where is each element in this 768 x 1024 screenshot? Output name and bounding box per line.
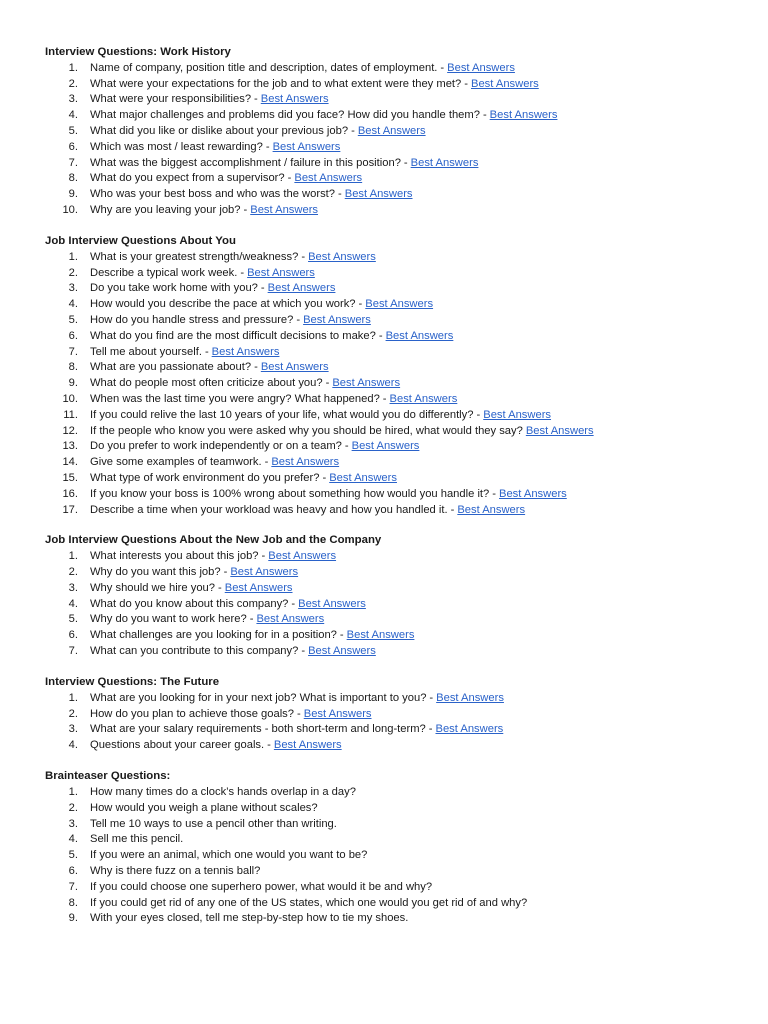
question-item xyxy=(45,817,735,833)
question-text: What do people most often criticize about you? xyxy=(90,377,323,390)
question-line xyxy=(90,628,414,644)
question-item xyxy=(45,707,735,723)
question-section xyxy=(45,769,735,927)
question-item xyxy=(45,266,735,282)
separator-dash: - xyxy=(240,266,245,279)
best-answers-link[interactable]: Best Answers xyxy=(272,140,341,153)
question-text: If the people who know you were asked why you should be hired, what would they say? xyxy=(90,424,523,437)
separator-dash: - xyxy=(223,566,228,579)
best-answers-link[interactable]: Best Answers xyxy=(303,707,372,720)
question-item xyxy=(45,408,735,424)
separator-dash: - xyxy=(264,456,269,469)
question-text: What are you passionate about? xyxy=(90,361,252,374)
question-section xyxy=(45,533,735,659)
question-text: Name of company, position title and description, dates of employment. xyxy=(90,61,438,74)
question-text: If you could choose one superhero power, what would it be and why? xyxy=(90,880,433,893)
item-number: 2. xyxy=(68,266,78,279)
best-answers-link[interactable]: Best Answers xyxy=(525,424,594,437)
question-text: What do you expect from a supervisor? xyxy=(90,172,285,185)
question-line xyxy=(90,455,339,471)
item-number: 12. xyxy=(62,424,78,437)
question-text: Why should we hire you? xyxy=(90,581,215,594)
question-text: Do you take work home with you? xyxy=(90,282,258,295)
question-line xyxy=(90,281,335,297)
item-number: 5. xyxy=(68,849,78,862)
question-text: How would you weigh a plane without scales? xyxy=(90,801,318,814)
best-answers-link[interactable]: Best Answers xyxy=(308,250,376,263)
question-item xyxy=(45,597,735,613)
question-text: If you know your boss is 100% wrong about something how would you handle it? xyxy=(90,487,490,500)
question-item xyxy=(45,250,735,266)
question-line xyxy=(90,376,400,392)
question-line xyxy=(90,801,318,817)
item-number: 5. xyxy=(68,613,78,626)
document-page xyxy=(45,45,735,942)
separator-dash: - xyxy=(291,597,296,610)
question-item xyxy=(45,801,735,817)
item-number: 15. xyxy=(62,471,78,484)
separator-dash: - xyxy=(218,581,222,594)
question-item xyxy=(45,455,735,471)
question-text: Give some examples of teamwork. xyxy=(90,456,262,469)
separator-dash: - xyxy=(351,124,355,137)
item-number: 8. xyxy=(68,172,78,185)
best-answers-link[interactable]: Best Answers xyxy=(389,392,458,405)
question-list xyxy=(45,250,735,519)
best-answers-link[interactable]: Best Answers xyxy=(224,581,293,594)
best-answers-link[interactable]: Best Answers xyxy=(247,266,315,279)
question-line xyxy=(90,503,525,519)
question-text: If you were an animal, which one would you want to be? xyxy=(90,849,368,862)
question-item xyxy=(45,848,735,864)
best-answers-link[interactable]: Best Answers xyxy=(271,456,340,469)
separator-dash: - xyxy=(450,503,455,516)
best-answers-link[interactable]: Best Answers xyxy=(483,408,552,421)
question-line xyxy=(90,471,397,487)
question-text: Why do you want to work here? xyxy=(90,613,247,626)
best-answers-link[interactable]: Best Answers xyxy=(332,377,401,390)
section-heading: Job Interview Questions About the New Job and the Company xyxy=(45,534,382,547)
question-line xyxy=(90,140,340,156)
separator-dash: - xyxy=(265,140,270,153)
question-line xyxy=(90,408,551,424)
section-heading: Job Interview Questions About You xyxy=(45,234,236,247)
question-item xyxy=(45,156,735,172)
question-item xyxy=(45,92,735,108)
question-item xyxy=(45,392,735,408)
question-text: What did you like or dislike about your previous job? xyxy=(90,124,349,137)
question-text: Tell me 10 ways to use a pencil other than writing. xyxy=(90,817,337,830)
question-item xyxy=(45,140,735,156)
separator-dash: - xyxy=(358,298,363,311)
question-text: Who was your best boss and who was the worst? xyxy=(90,188,335,201)
question-item xyxy=(45,738,735,754)
question-line xyxy=(90,345,279,361)
item-number: 7. xyxy=(68,880,78,893)
separator-dash: - xyxy=(403,156,408,169)
item-number: 7. xyxy=(68,156,78,169)
question-item xyxy=(45,297,735,313)
question-text: Why are you leaving your job? xyxy=(90,203,241,216)
best-answers-link[interactable]: Best Answers xyxy=(267,282,336,295)
question-item xyxy=(45,911,735,927)
item-number: 4. xyxy=(68,833,78,846)
question-line xyxy=(90,896,527,912)
question-item xyxy=(45,880,735,896)
question-text: Why do you want this job? xyxy=(90,566,221,579)
question-text: Sell me this pencil. xyxy=(90,833,184,846)
question-text: What type of work environment do you prefer? xyxy=(90,471,320,484)
question-line xyxy=(90,597,366,613)
question-line xyxy=(90,424,594,440)
question-line xyxy=(90,392,457,408)
item-number: 14. xyxy=(62,456,78,469)
separator-dash: - xyxy=(254,93,258,106)
question-line xyxy=(90,187,413,203)
question-text: How do you handle stress and pressure? xyxy=(90,313,294,326)
item-number: 9. xyxy=(68,188,78,201)
separator-dash: - xyxy=(249,613,254,626)
question-text: Tell me about yourself. xyxy=(90,345,202,358)
best-answers-link[interactable]: Best Answers xyxy=(344,188,413,201)
question-line xyxy=(90,250,376,266)
best-answers-link[interactable]: Best Answers xyxy=(268,550,337,563)
item-number: 17. xyxy=(62,503,78,516)
item-number: 1. xyxy=(68,250,78,263)
section-heading: Interview Questions: Work History xyxy=(45,46,231,58)
question-item xyxy=(45,785,735,801)
question-item xyxy=(45,691,735,707)
question-list xyxy=(45,61,735,219)
question-item xyxy=(45,313,735,329)
separator-dash: - xyxy=(260,282,265,295)
question-item xyxy=(45,471,735,487)
item-number: 5. xyxy=(68,124,78,137)
separator-dash: - xyxy=(492,487,496,500)
question-text: How would you describe the pace at which you work? xyxy=(90,298,356,311)
question-line xyxy=(90,203,318,219)
item-number: 6. xyxy=(68,629,78,642)
best-answers-link[interactable]: Best Answers xyxy=(230,566,299,579)
best-answers-link[interactable]: Best Answers xyxy=(346,629,415,642)
question-text: What interests you about this job? xyxy=(90,550,259,563)
separator-dash: - xyxy=(382,392,387,405)
best-answers-link[interactable]: Best Answers xyxy=(308,645,376,658)
question-text: Describe a time when your workload was heavy and how you handled it. xyxy=(90,503,448,516)
question-line xyxy=(90,487,567,503)
question-section xyxy=(45,675,735,754)
item-number: 1. xyxy=(68,691,78,704)
question-text: What can you contribute to this company? xyxy=(90,645,299,658)
item-number: 4. xyxy=(68,597,78,610)
question-line xyxy=(90,785,356,801)
best-answers-link[interactable]: Best Answers xyxy=(260,361,329,374)
question-text: What do you know about this company? xyxy=(90,597,289,610)
question-line xyxy=(90,911,408,927)
question-item xyxy=(45,203,735,219)
separator-dash: - xyxy=(204,345,209,358)
item-number: 13. xyxy=(62,440,78,453)
best-answers-link[interactable]: Best Answers xyxy=(471,77,539,90)
item-number: 6. xyxy=(68,329,78,342)
item-number: 1. xyxy=(68,61,78,74)
best-answers-link[interactable]: Best Answers xyxy=(298,597,366,610)
separator-dash: - xyxy=(440,61,445,74)
question-list xyxy=(45,691,735,754)
item-number: 7. xyxy=(68,345,78,358)
item-number: 3. xyxy=(68,93,78,106)
question-line xyxy=(90,832,183,848)
separator-dash: - xyxy=(325,377,330,390)
question-text: Describe a typical work week. xyxy=(90,266,238,279)
item-number: 11. xyxy=(63,408,78,421)
question-line xyxy=(90,644,376,660)
best-answers-link[interactable]: Best Answers xyxy=(457,503,526,516)
question-text: If you could get rid of any one of the US states, which one would you get rid of and why? xyxy=(90,896,528,909)
question-item xyxy=(45,503,735,519)
question-item xyxy=(45,487,735,503)
best-answers-link[interactable]: Best Answers xyxy=(211,345,280,358)
question-item xyxy=(45,61,735,77)
question-line xyxy=(90,77,539,93)
question-item xyxy=(45,549,735,565)
question-item xyxy=(45,565,735,581)
question-line xyxy=(90,329,453,345)
question-text: How do you plan to achieve those goals? xyxy=(90,707,294,720)
question-list xyxy=(45,549,735,660)
question-item xyxy=(45,644,735,660)
question-line xyxy=(90,864,260,880)
separator-dash: - xyxy=(338,188,342,201)
separator-dash: - xyxy=(297,707,301,720)
question-line xyxy=(90,612,324,628)
question-text: Why is there fuzz on a tennis ball? xyxy=(90,865,261,877)
best-answers-link[interactable]: Best Answers xyxy=(256,613,325,626)
section-heading: Brainteaser Questions: xyxy=(45,770,171,783)
best-answers-link[interactable]: Best Answers xyxy=(489,109,558,122)
question-line xyxy=(90,707,372,723)
item-number: 8. xyxy=(68,896,78,909)
best-answers-link[interactable]: Best Answers xyxy=(250,203,319,216)
question-line xyxy=(90,61,515,77)
best-answers-link[interactable]: Best Answers xyxy=(329,471,397,484)
question-text: What are your salary requirements - both short-term and long-term? xyxy=(90,723,426,736)
question-section xyxy=(45,234,735,518)
item-number: 3. xyxy=(68,723,78,736)
question-item xyxy=(45,360,735,376)
best-answers-link[interactable]: Best Answers xyxy=(303,313,371,326)
question-text: What were your responsibilities? xyxy=(90,93,252,106)
question-item xyxy=(45,108,735,124)
item-number: 3. xyxy=(68,581,78,594)
question-line xyxy=(90,124,426,140)
question-text: What is your greatest strength/weakness? xyxy=(90,250,299,263)
question-item xyxy=(45,864,735,880)
separator-dash: - xyxy=(378,329,383,342)
item-number: 7. xyxy=(68,645,78,658)
question-item xyxy=(45,281,735,297)
item-number: 1. xyxy=(68,786,78,799)
best-answers-link[interactable]: Best Answers xyxy=(294,172,363,185)
best-answers-link[interactable]: Best Answers xyxy=(436,691,504,704)
question-list xyxy=(45,785,735,927)
item-number: 2. xyxy=(68,707,78,720)
question-text: Which was most / least rewarding? xyxy=(90,140,263,153)
best-answers-link[interactable]: Best Answers xyxy=(351,440,420,453)
item-number: 3. xyxy=(68,817,78,830)
item-number: 6. xyxy=(68,140,78,153)
item-number: 5. xyxy=(68,313,78,326)
question-item xyxy=(45,187,735,203)
question-item xyxy=(45,612,735,628)
separator-dash: - xyxy=(428,723,433,736)
best-answers-link[interactable]: Best Answers xyxy=(273,739,342,752)
question-section xyxy=(45,45,735,219)
question-line xyxy=(90,439,419,455)
item-number: 1. xyxy=(68,550,78,563)
question-item xyxy=(45,345,735,361)
question-line xyxy=(90,848,367,864)
best-answers-link[interactable]: Best Answers xyxy=(365,298,434,311)
separator-dash: - xyxy=(287,172,292,185)
separator-dash: - xyxy=(301,645,306,658)
question-item xyxy=(45,171,735,187)
separator-dash: - xyxy=(301,250,306,263)
item-number: 16. xyxy=(62,487,78,500)
separator-dash: - xyxy=(339,629,344,642)
question-item xyxy=(45,424,735,440)
separator-dash: - xyxy=(464,77,468,90)
question-line xyxy=(90,297,433,313)
question-line xyxy=(90,565,298,581)
question-text: When was the last time you were angry? What happened? xyxy=(90,392,380,405)
question-text: What major challenges and problems did you face? How did you handle them? xyxy=(90,109,480,122)
question-line xyxy=(90,156,478,172)
question-item xyxy=(45,77,735,93)
question-text: If you could relive the last 10 years of your life, what would you do differently? xyxy=(90,408,474,421)
item-number: 2. xyxy=(68,77,78,90)
question-item xyxy=(45,896,735,912)
separator-dash: - xyxy=(476,408,481,421)
best-answers-link[interactable]: Best Answers xyxy=(357,124,426,137)
section-heading: Interview Questions: The Future xyxy=(45,676,220,689)
item-number: 10. xyxy=(62,392,78,405)
separator-dash: - xyxy=(243,203,248,216)
best-answers-link[interactable]: Best Answers xyxy=(435,723,504,736)
question-item xyxy=(45,628,735,644)
separator-dash: - xyxy=(344,440,349,453)
question-text: With your eyes closed, tell me step-by-step how to tie my shoes. xyxy=(90,912,409,925)
question-text: What challenges are you looking for in a position? xyxy=(90,629,337,642)
item-number: 9. xyxy=(68,377,78,390)
question-text: What were your expectations for the job and to what extent were they met? xyxy=(90,77,462,90)
question-line xyxy=(90,581,293,597)
best-answers-link[interactable]: Best Answers xyxy=(499,487,567,500)
item-number: 10. xyxy=(62,203,78,216)
question-item xyxy=(45,722,735,738)
question-text: Do you prefer to work independently or on a team? xyxy=(90,440,342,453)
item-number: 4. xyxy=(68,739,78,752)
question-text: What do you find are the most difficult decisions to make? xyxy=(90,329,376,342)
item-number: 6. xyxy=(68,865,78,877)
question-item xyxy=(45,329,735,345)
separator-dash: - xyxy=(429,691,434,704)
item-number: 2. xyxy=(68,566,78,579)
item-number: 4. xyxy=(68,109,78,122)
question-line xyxy=(90,722,503,738)
question-line xyxy=(90,92,329,108)
item-number: 9. xyxy=(68,912,78,925)
question-text: How many times do a clock’s hands overlap in a day? xyxy=(90,786,356,799)
question-item xyxy=(45,439,735,455)
question-line xyxy=(90,360,329,376)
separator-dash: - xyxy=(482,109,487,122)
best-answers-link[interactable]: Best Answers xyxy=(410,156,479,169)
question-line xyxy=(90,691,504,707)
item-number: 3. xyxy=(68,282,78,295)
question-line xyxy=(90,880,432,896)
question-item xyxy=(45,124,735,140)
question-text: What are you looking for in your next job? What is important to you? xyxy=(90,691,427,704)
question-line xyxy=(90,738,342,754)
question-line xyxy=(90,549,336,565)
best-answers-link[interactable]: Best Answers xyxy=(447,61,515,74)
item-number: 4. xyxy=(68,298,78,311)
best-answers-link[interactable]: Best Answers xyxy=(385,329,454,342)
question-line xyxy=(90,313,371,329)
question-line xyxy=(90,108,557,124)
best-answers-link[interactable]: Best Answers xyxy=(260,93,329,106)
separator-dash: - xyxy=(261,550,266,563)
separator-dash: - xyxy=(254,361,258,374)
question-line xyxy=(90,817,337,833)
item-number: 2. xyxy=(68,801,78,814)
question-text: What was the biggest accomplishment / failure in this position? xyxy=(90,156,401,169)
question-line xyxy=(90,171,362,187)
question-text: Questions about your career goals. xyxy=(90,739,265,752)
question-item xyxy=(45,376,735,392)
question-item xyxy=(45,581,735,597)
separator-dash: - xyxy=(267,739,271,752)
question-item xyxy=(45,832,735,848)
item-number: 8. xyxy=(68,361,78,374)
separator-dash: - xyxy=(322,471,327,484)
separator-dash: - xyxy=(296,313,301,326)
question-line xyxy=(90,266,315,282)
